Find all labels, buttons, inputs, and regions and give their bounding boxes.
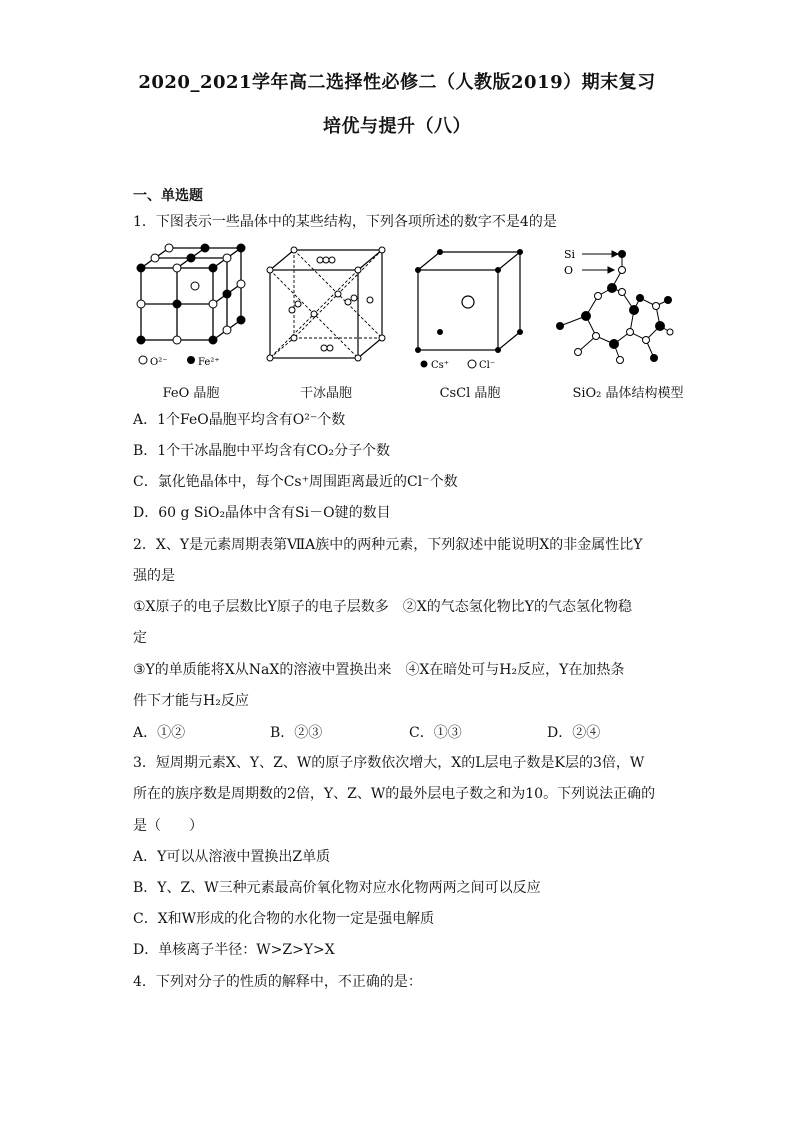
q3-option-a: A．Y可以从溶液中置换出Z单质 — [133, 849, 331, 865]
cscl-legend-cs: Cs⁺ — [431, 360, 450, 371]
q3-stem-line1: 3．短周期元素X、Y、Z、W的原子序数依次增大，X的L层电子数是K层的3倍，W — [133, 755, 645, 771]
q1-option-a: A．1个FeO晶胞平均含有O²⁻个数 — [133, 412, 346, 428]
q2-stem-line1: 2．X、Y是元素周期表第ⅦA族中的两种元素，下列叙述中能说明X的非金属性比Y — [133, 537, 643, 553]
q2-statement-line3: ③Y的单质能将X从NaX的溶液中置换出来 ④X在暗处可与H₂反应，Y在加热条 — [133, 662, 625, 678]
sio2-structure-figure — [550, 240, 675, 375]
q1-stem: 1．下图表示一些晶体中的某些结构，下列各项所述的数字不是4的是 — [133, 214, 557, 230]
dry-ice-unit-cell-figure — [262, 240, 387, 375]
q3-option-c: C．X和W形成的化合物的水化物一定是强电解质 — [133, 911, 435, 927]
section-heading: 一、单选题 — [133, 188, 203, 204]
caption-dry-ice: 干冰晶胞 — [299, 386, 352, 401]
caption-feo: FeO 晶胞 — [162, 386, 220, 401]
feo-unit-cell-figure — [133, 240, 248, 375]
q2-option-a: A．①② — [133, 725, 186, 741]
q4-stem: 4．下列对分子的性质的解释中，不正确的是： — [133, 974, 422, 990]
doc-title-line1: 2020_2021学年高二选择性必修二（人教版2019）期末复习 — [138, 72, 656, 93]
q1-option-d: D．60 g SiO₂晶体中含有Si－O键的数目 — [133, 505, 391, 521]
q2-option-c: C．①③ — [409, 725, 462, 741]
q2-stem-line2: 强的是 — [133, 568, 175, 584]
doc-title-line2: 培优与提升（八） — [323, 116, 471, 137]
feo-legend-fe: Fe²⁺ — [198, 357, 220, 368]
q3-stem-line3: 是（ ） — [133, 818, 203, 834]
q3-option-b: B．Y、Z、W三种元素最高价氧化物对应水化物两两之间可以反应 — [133, 880, 541, 896]
feo-legend-o: O²⁻ — [150, 357, 168, 368]
q2-statement-line4: 件下才能与H₂反应 — [133, 693, 249, 709]
q2-statement-line1: ①X原子的电子层数比Y原子的电子层数多 ②X的气态氢化物比Y的气态氢化物稳 — [133, 599, 632, 615]
q2-statement-line2: 定 — [133, 630, 147, 646]
q2-option-b: B．②③ — [270, 725, 323, 741]
q1-option-c: C．氯化铯晶体中，每个Cs⁺周围距离最近的Cl⁻个数 — [133, 474, 458, 490]
cscl-unit-cell-figure — [410, 240, 530, 375]
sio2-label-si: Si — [564, 248, 576, 261]
caption-sio2: SiO₂ 晶体结构模型 — [572, 386, 684, 401]
q3-option-d: D．单核离子半径：W>Z>Y>X — [133, 942, 335, 958]
cscl-legend-cl: Cl⁻ — [479, 360, 496, 371]
q2-option-d: D．②④ — [547, 725, 601, 741]
caption-cscl: CsCl 晶胞 — [439, 386, 501, 401]
q1-option-b: B．1个干冰晶胞中平均含有CO₂分子个数 — [133, 443, 390, 459]
sio2-label-o: O — [564, 264, 574, 277]
q3-stem-line2: 所在的族序数是周期数的2倍，Y、Z、W的最外层电子数之和为10。下列说法正确的 — [133, 786, 656, 802]
